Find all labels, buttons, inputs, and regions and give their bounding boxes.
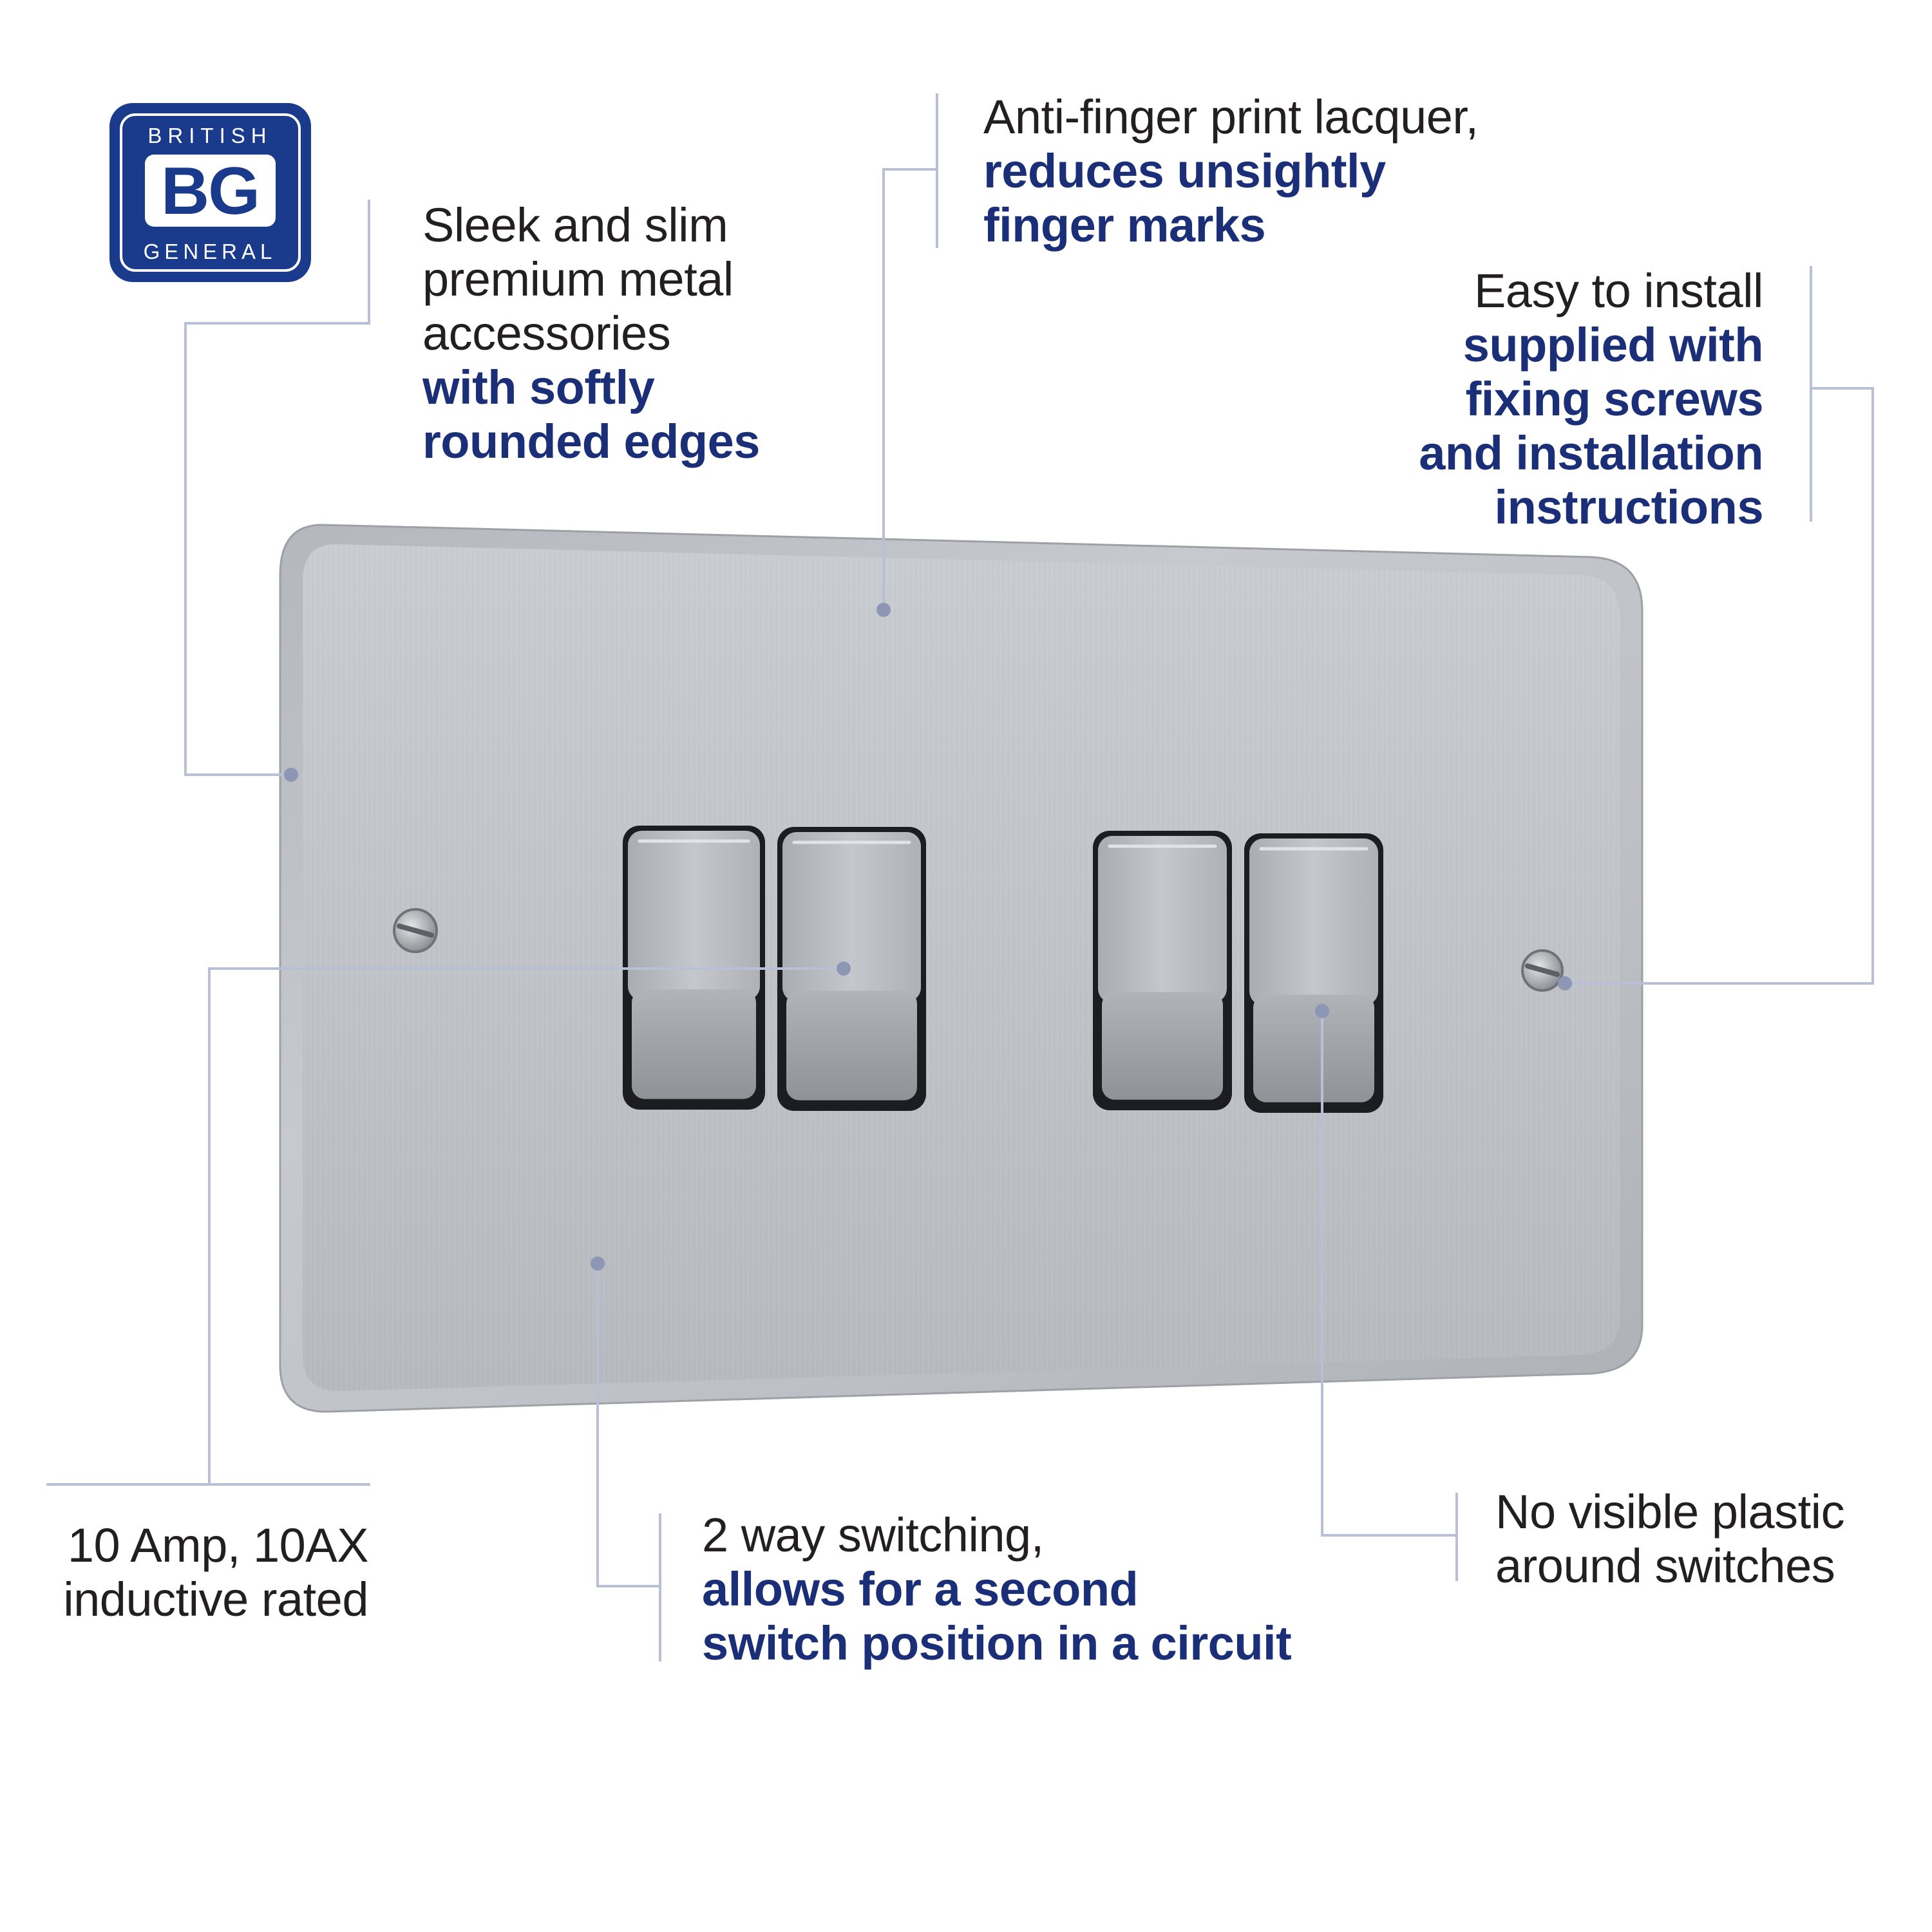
callout-line-emphasis: allows for a second [702, 1562, 1139, 1616]
callout-install [1419, 264, 1763, 535]
callout-rating [63, 1519, 368, 1627]
callout-switching [702, 1508, 1291, 1671]
callout-lacquer [983, 90, 1479, 252]
callout-line-emphasis: and installation [1419, 426, 1763, 480]
callout-plastic [1495, 1485, 1844, 1593]
callout-line: No visible plastic [1495, 1485, 1845, 1539]
callout-line-emphasis: with softly [422, 361, 655, 414]
callout-sleek [422, 198, 760, 469]
callout-line-emphasis: fixing screws [1465, 372, 1763, 426]
callout-line: 10 Amp, 10AX [67, 1519, 368, 1572]
rocker-switch-4[interactable] [1244, 833, 1383, 1113]
callout-line: premium metal [422, 252, 734, 306]
callout-line: around switches [1495, 1539, 1835, 1593]
leader-dot-sleek [284, 768, 298, 782]
logo-bg-text: BG [161, 154, 259, 229]
leader-dot-plastic [1315, 1004, 1329, 1018]
leader-dot-install [1558, 976, 1572, 990]
logo-top-text: BRITISH [147, 124, 272, 147]
callout-line-emphasis: supplied with [1463, 318, 1763, 372]
leader-dot-lacquer [876, 603, 891, 617]
callout-line-emphasis: finger marks [983, 198, 1266, 252]
leader-dot-rating [837, 961, 851, 976]
fixing-screw-right [1522, 951, 1562, 990]
fixing-screw-left [394, 909, 437, 952]
callout-line-emphasis: rounded edges [422, 415, 760, 468]
callout-line: Sleek and slim [422, 198, 728, 252]
callout-line: Anti-finger print lacquer, [983, 90, 1479, 144]
logo-bottom-text: GENERAL [143, 240, 277, 263]
rocker-switch-3[interactable] [1093, 831, 1232, 1110]
callout-line-emphasis: reduces unsightly [983, 144, 1386, 198]
callout-line: Easy to install [1473, 264, 1763, 317]
leader-dot-switching [591, 1256, 605, 1271]
callout-line-emphasis: switch position in a circuit [702, 1616, 1292, 1670]
callout-line: accessories [422, 307, 671, 360]
callout-line: 2 way switching, [702, 1508, 1044, 1562]
callout-line-emphasis: instructions [1494, 480, 1763, 534]
callout-line: inductive rated [63, 1573, 368, 1626]
bg-logo [109, 103, 311, 282]
